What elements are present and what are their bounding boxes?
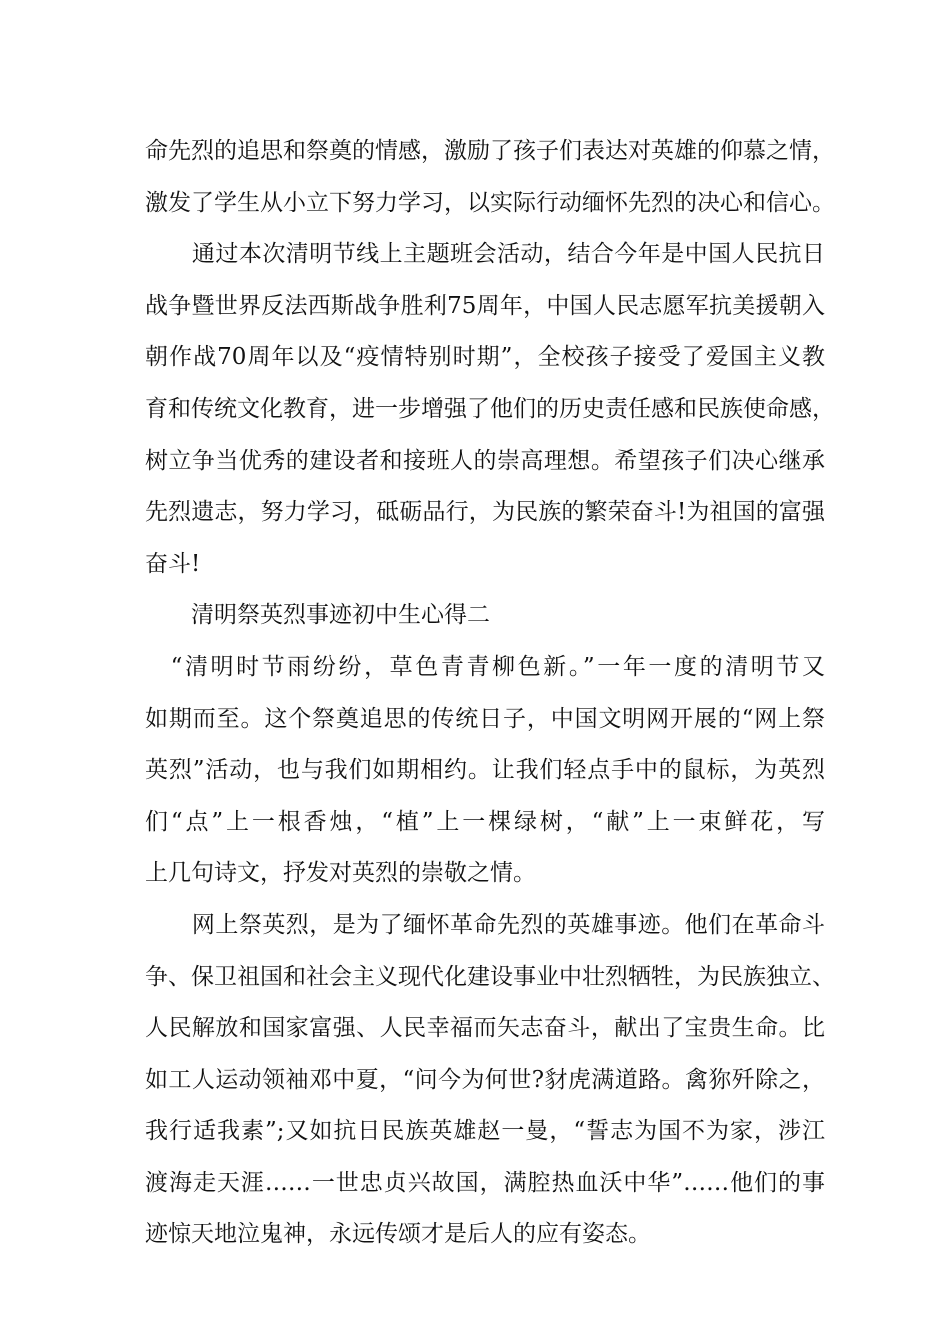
text-line: 先烈遗志，努力学习，砥砺品行，为民族的繁荣奋斗!为祖国的富强 [145, 499, 825, 526]
text-line: 命先烈的追思和祭奠的情感，激励了孩子们表达对英雄的仰慕之情， [145, 138, 835, 164]
text-line: 如工人运动领袖邓中夏，“问今为何世?豺虎满道路。禽狝歼除之， [145, 1066, 825, 1093]
text-line: 战争暨世界反法西斯战争胜利75周年，中国人民志愿军抗美援朝入 [145, 292, 825, 319]
section-heading: 清明祭英烈事迹初中生心得二 [145, 602, 490, 629]
text-line: “清明时节雨纷纷，草色青青柳色新。”一年一度的清明节又 [145, 653, 825, 680]
text-line: 们“点”上一根香烛，“植”上一棵绿树，“献”上一束鲜花，写 [145, 808, 825, 835]
text-line: 网上祭英烈，是为了缅怀革命先烈的英雄事迹。他们在革命斗 [145, 911, 825, 938]
text-line: 渡海走天涯……一世忠贞兴故国，满腔热血沃中华”……他们的事 [145, 1169, 825, 1196]
text-line: 人民解放和国家富强、人民幸福而矢志奋斗，献出了宝贵生命。比 [145, 1015, 825, 1042]
text-line: 上几句诗文，抒发对英烈的崇敬之情。 [145, 860, 536, 887]
text-line: 争、保卫祖国和社会主义现代化建设事业中壮烈牺牲，为民族独立、 [145, 963, 835, 990]
text-line: 树立争当优秀的建设者和接班人的崇高理想。希望孩子们决心继承 [145, 447, 825, 474]
text-line: 育和传统文化教育，进一步增强了他们的历史责任感和民族使命感， [145, 395, 835, 422]
text-line: 迹惊天地泣鬼神，永远传颂才是后人的应有姿态。 [145, 1221, 651, 1248]
text-line: 英烈”活动，也与我们如期相约。让我们轻点手中的鼠标，为英烈 [145, 757, 825, 784]
text-line: 激发了学生从小立下努力学习，以实际行动缅怀先烈的决心和信心。 [145, 189, 835, 216]
text-line: 通过本次清明节线上主题班会活动，结合今年是中国人民抗日 [145, 241, 825, 268]
text-line: 我行适我素”;又如抗日民族英雄赵一曼，“誓志为国不为家，涉江 [145, 1118, 825, 1145]
text-line: 如期而至。这个祭奠追思的传统日子，中国文明网开展的“网上祭 [145, 705, 825, 732]
document-body [145, 126, 835, 1261]
text-line: 朝作战70周年以及“疫情特别时期”，全校孩子接受了爱国主义教 [145, 344, 825, 371]
text-line: 奋斗! [145, 550, 201, 577]
